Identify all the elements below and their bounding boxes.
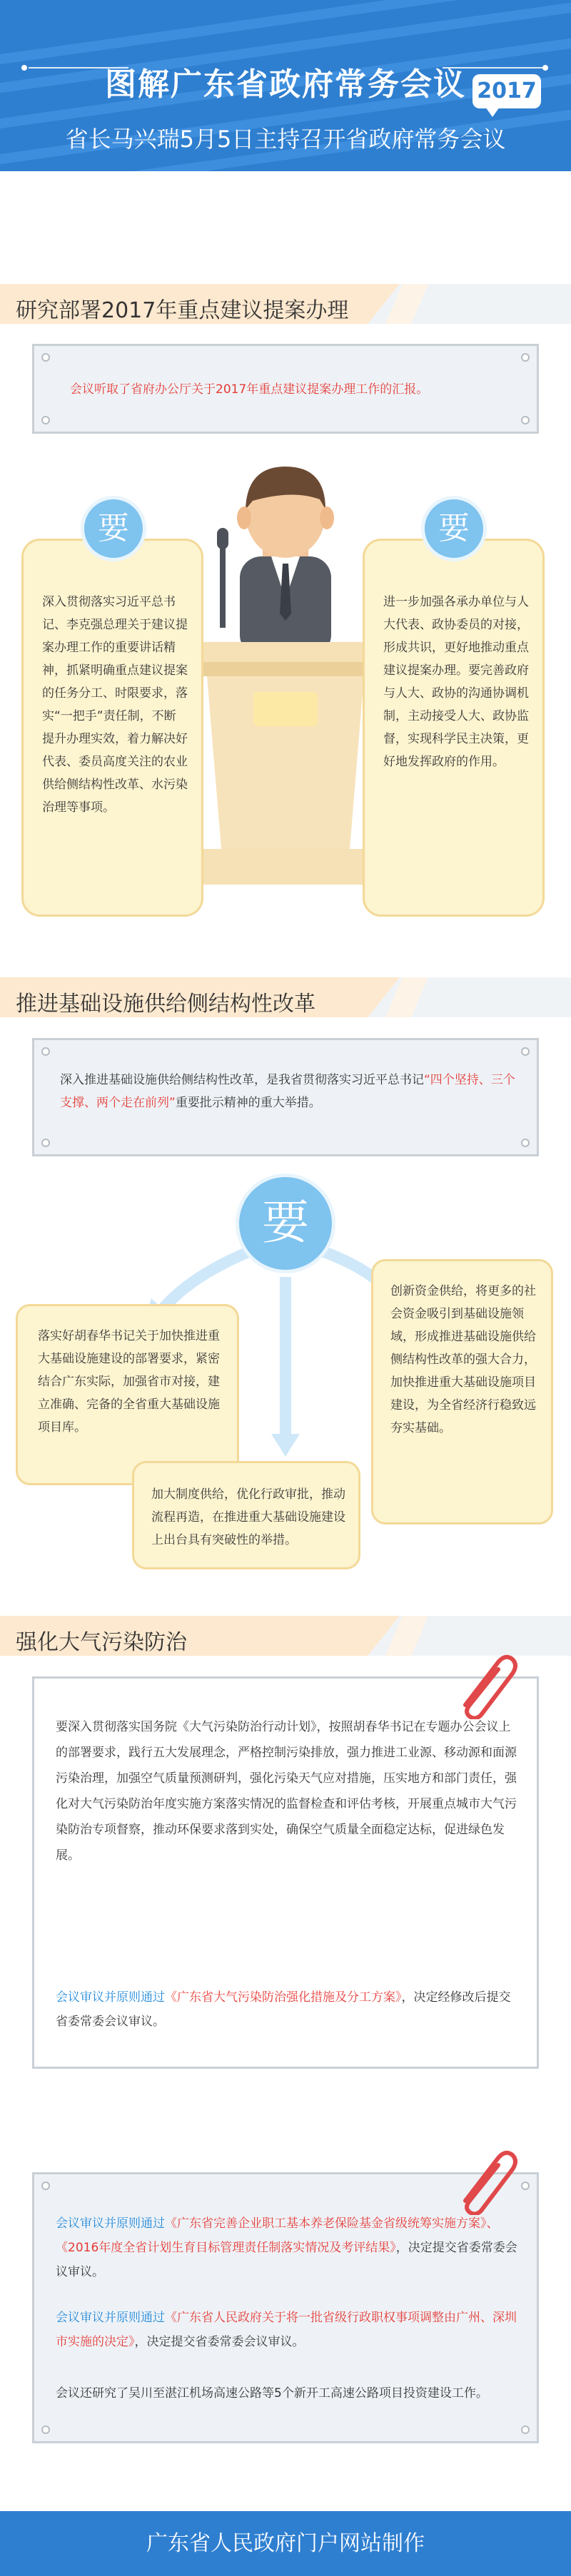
notice-card-2 <box>32 1038 539 1156</box>
paragraph-a: 会议审议并原则通过《广东省完善企业职工基本养老保险基金省级统筹实施方案》、《2016年度全省计划生育目标管理责任制落实情况及考评结果》，决定提交省委常委会议审议。 <box>56 2216 517 2279</box>
section-header-2 <box>0 977 571 1017</box>
badge-yao-left: 要 <box>81 496 146 561</box>
paragraph-2: 会议审议并原则通过《广东省大气污染防治强化措施及分工方案》，决定经修改后提交省委常委会议审议。 <box>56 1990 511 2029</box>
paragraph-c: 会议还研究了吴川至湛江机场高速公路等5个新开工高速公路项目投资建设工作。 <box>56 2386 488 2401</box>
section-header-1 <box>0 284 571 324</box>
page-subtitle: 省长马兴瑞5月5日主持召开省政府常务会议 <box>65 126 506 153</box>
requirement-text-right: 进一步加强各承办单位与人大代表、政协委员的对接，形成共识，更好地推动重点建议提案办理。要完善政府与人大、政协的沟通协调机制，主动接受人大、政协监督，实现科学民主决策，更好地发挥政府的作用。 <box>383 595 529 769</box>
notice-card-1 <box>32 344 539 434</box>
section-title: 推进基础设施供给侧结构性改革 <box>16 992 315 1017</box>
requirement-box-left <box>21 539 203 917</box>
measure-box-right <box>371 1259 553 1524</box>
badge-yao-right: 要 <box>421 496 487 561</box>
paragraph-b: 会议审议并原则通过《广东省人民政府关于将一批省级行政职权事项调整由广州、深圳市实施的决定》，决定提交省委常委会议审议。 <box>56 2311 517 2349</box>
footer: 广东省人民政府门户网站制作 <box>0 2511 571 2576</box>
badge-yao-center: 要 <box>236 1174 335 1273</box>
measure-text-bottom: 加大制度供给，优化行政审批，推动流程再造，在推进重大基础设施建设上出台具有突破性的举措。 <box>151 1487 345 1547</box>
paragraph-1: 要深入贯彻落实国务院《大气污染防治行动计划》，按照胡春华书记在专题办公会议上的部署要求，践行五大发展理念，严格控制污染排放，强力推进工业源、移动源和面源污染治理，加强空气质量预测研判，强化污染天气应对措施，压实地方和部门责任，强化对大气污染防治年度实施方案落实情况的监督检查和评估考核，开展重点城市大气污染防治专项督察，推动环保要求落到实处，确保空气质量全面稳定达标，促进绿色发展。 <box>56 1720 517 1863</box>
measure-box-left <box>16 1304 239 1485</box>
year-badge: 2017 <box>473 74 541 108</box>
requirement-box-right <box>363 539 545 917</box>
notice-text: 会议听取了省府办公厅关于2017年重点建议提案办理工作的汇报。 <box>70 382 429 397</box>
section-title: 强化大气污染防治 <box>16 1630 187 1655</box>
header-banner <box>0 0 571 171</box>
intro-text: 深入推进基础设施供给侧结构性改革，是我省贯彻落实习近平总书记“四个坚持、三个支撑、两个走在前列”重要批示精神的重大举措。 <box>60 1073 515 1110</box>
measure-text-left: 落实好胡春华书记关于加快推进重大基础设施建设的部署要求，紧密结合广东实际，加强省市对接，建立准确、完备的全省重大基础设施项目库。 <box>38 1329 220 1435</box>
page-title: 图解广东省政府常务会议 <box>105 66 466 103</box>
speaker-at-podium-icon <box>178 449 393 892</box>
requirement-text-left: 深入贯彻落实习近平总书记、李克强总理关于建议提案办理工作的重要讲话精神，抓紧明确重点建议提案的任务分工、时限要求，落实“一把手”责任制，不断提升办理实效，着力解决好代表、委员高度关注的农业供给侧结构性改革、水污染治理等事项。 <box>42 595 188 815</box>
notice-card-3 <box>32 1676 539 2069</box>
measure-text-right: 创新资金供给，将更多的社会资金吸引到基础设施领域，形成推进基础设施供给侧结构性改革的强大合力，加快推进重大基础设施项目建设，为全省经济行稳致远夯实基础。 <box>390 1284 536 1435</box>
paperclip-icon <box>448 2144 520 2215</box>
measure-box-bottom <box>132 1461 360 1569</box>
paperclip-icon <box>448 1648 520 1719</box>
section-title: 研究部署2017年重点建议提案办理 <box>16 298 349 323</box>
